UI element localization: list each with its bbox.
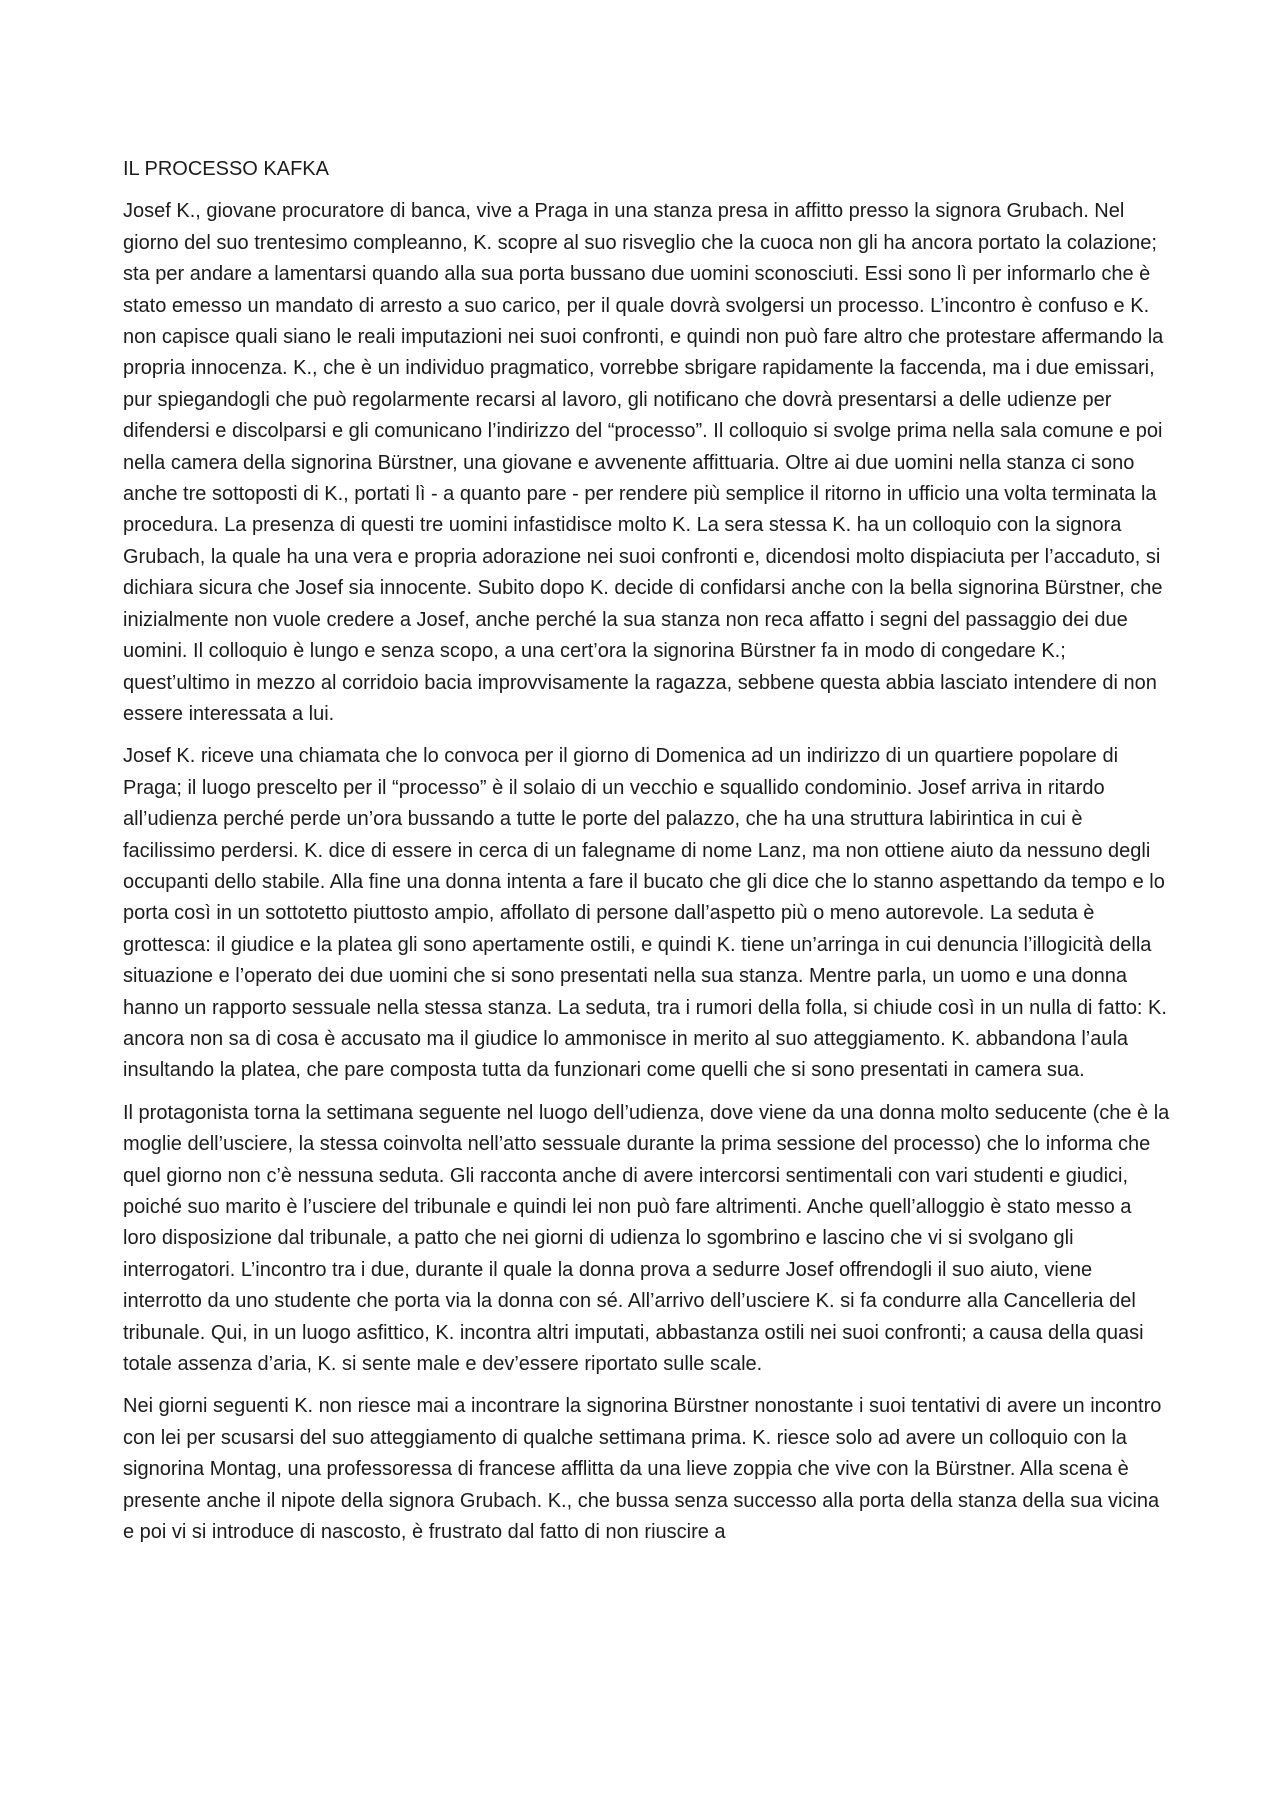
- paragraph-1: Josef K., giovane procuratore di banca, vive a Praga in una stanza presa in affitto presso la signora Grubach. Nel giorno del suo trentesimo compleanno, K. scopre al suo risveglio che la cuoca non gli ha ancora portato la colazione; sta per andare a lamentarsi quando alla sua porta bussano due uomini sconosciuti. Essi sono lì per informarlo che è stato emesso un mandato di arresto a suo carico, per il quale dovrà svolgersi un processo. L’incontro è confuso e K. non capisce quali siano le reali imputazioni nei suoi confronti, e quindi non può fare altro che protestare affermando la propria innocenza. K., che è un individuo pragmatico, vorrebbe sbrigare rapidamente la faccenda, ma i due emissari, pur spiegandogli che può regolarmente recarsi al lavoro, gli notificano che dovrà presentarsi a delle udienze per difendersi e discolparsi e gli comunicano l’indirizzo del “processo”. Il colloquio si svolge prima nella sala comune e poi nella camera della signorina Bürstner, una giovane e avvenente affittuaria. Oltre ai due uomini nella stanza ci sono anche tre sottoposti di K., portati lì - a quanto pare - per rendere più semplice il ritorno in ufficio una volta terminata la procedura. La presenza di questi tre uomini infastidisce molto K. La sera stessa K. ha un colloquio con la signora Grubach, la quale ha una vera e propria adorazione nei suoi confronti e, dicendosi molto dispiaciuta per l’accaduto, si dichiara sicura che Josef sia innocente. Subito dopo K. decide di confidarsi anche con la bella signorina Bürstner, che inizialmente non vuole credere a Josef, anche perché la sua stanza non reca affatto i segni del passaggio dei due uomini. Il colloquio è lungo e senza scopo, a una cert’ora la signorina Bürstner fa in modo di congedare K.; quest’ultimo in mezzo al corridoio bacia improvvisamente la ragazza, sebbene questa abbia lasciato intendere di non essere interessata a lui.: [123, 200, 1164, 725]
- document-title: IL PROCESSO KAFKA: [123, 158, 329, 180]
- paragraph-2: Josef K. riceve una chiamata che lo convoca per il giorno di Domenica ad un indirizzo di un quartiere popolare di Praga; il luogo prescelto per il “processo” è il solaio di un vecchio e squallido condominio. Josef arriva in ritardo all’udienza perché perde un’ora bussando a tutte le porte del palazzo, che ha una struttura labirintica in cui è facilissimo perdersi. K. dice di essere in cerca di un falegname di nome Lanz, ma non ottiene aiuto da nessuno degli occupanti dello stabile. Alla fine una donna intenta a fare il bucato che gli dice che lo stanno aspettando da tempo e lo porta così in un sottotetto piuttosto ampio, affollato di persone dall’aspetto più o meno autorevole. La seduta è grottesca: il giudice e la platea gli sono apertamente ostili, e quindi K. tiene un’arringa in cui denuncia l’illogicità della situazione e l’operato dei due uomini che si sono presentati nella sua stanza. Mentre parla, un uomo e una donna hanno un rapporto sessuale nella stessa stanza. La seduta, tra i rumori della folla, si chiude così in un nulla di fatto: K. ancora non sa di cosa è accusato ma il giudice lo ammonisce in merito al suo atteggiamento. K. abbandona l’aula insultando la platea, che pare composta tutta da funzionari come quelli che si sono presentati in camera sua.: [123, 745, 1167, 1082]
- document-body: [123, 154, 1170, 1559]
- paragraph-4: Nei giorni seguenti K. non riesce mai a incontrare la signorina Bürstner nonostante i suoi tentativi di avere un incontro con lei per scusarsi del suo atteggiamento di qualche settimana prima. K. riesce solo ad avere un colloquio con la signorina Montag, una professoressa di francese afflitta da una lieve zoppia che vive con la Bürstner. Alla scena è presente anche il nipote della signora Grubach. K., che bussa senza successo alla porta della stanza della sua vicina e poi vi si introduce di nascosto, è frustrato dal fatto di non riuscire a: [123, 1395, 1162, 1544]
- paragraph-3: Il protagonista torna la settimana seguente nel luogo dell’udienza, dove viene da una donna molto seducente (che è la moglie dell’usciere, la stessa coinvolta nell’atto sessuale durante la prima sessione del processo) che lo informa che quel giorno non c’è nessuna seduta. Gli racconta anche di avere intercorsi sentimentali con vari studenti e giudici, poiché suo marito è l’usciere del tribunale e quindi lei non può fare altrimenti. Anche quell’alloggio è stato messo a loro disposizione dal tribunale, a patto che nei giorni di udienza lo sgombrino e lascino che vi si svolgano gli interrogatori. L’incontro tra i due, durante il quale la donna prova a sedurre Josef offrendogli il suo aiuto, viene interrotto da uno studente che porta via la donna con sé. All’arrivo dell’usciere K. si fa condurre alla Cancelleria del tribunale. Qui, in un luogo asfittico, K. incontra altri imputati, abbastanza ostili nei suoi confronti; a causa della quasi totale assenza d’aria, K. si sente male e dev’essere riportato sulle scale.: [123, 1101, 1170, 1376]
